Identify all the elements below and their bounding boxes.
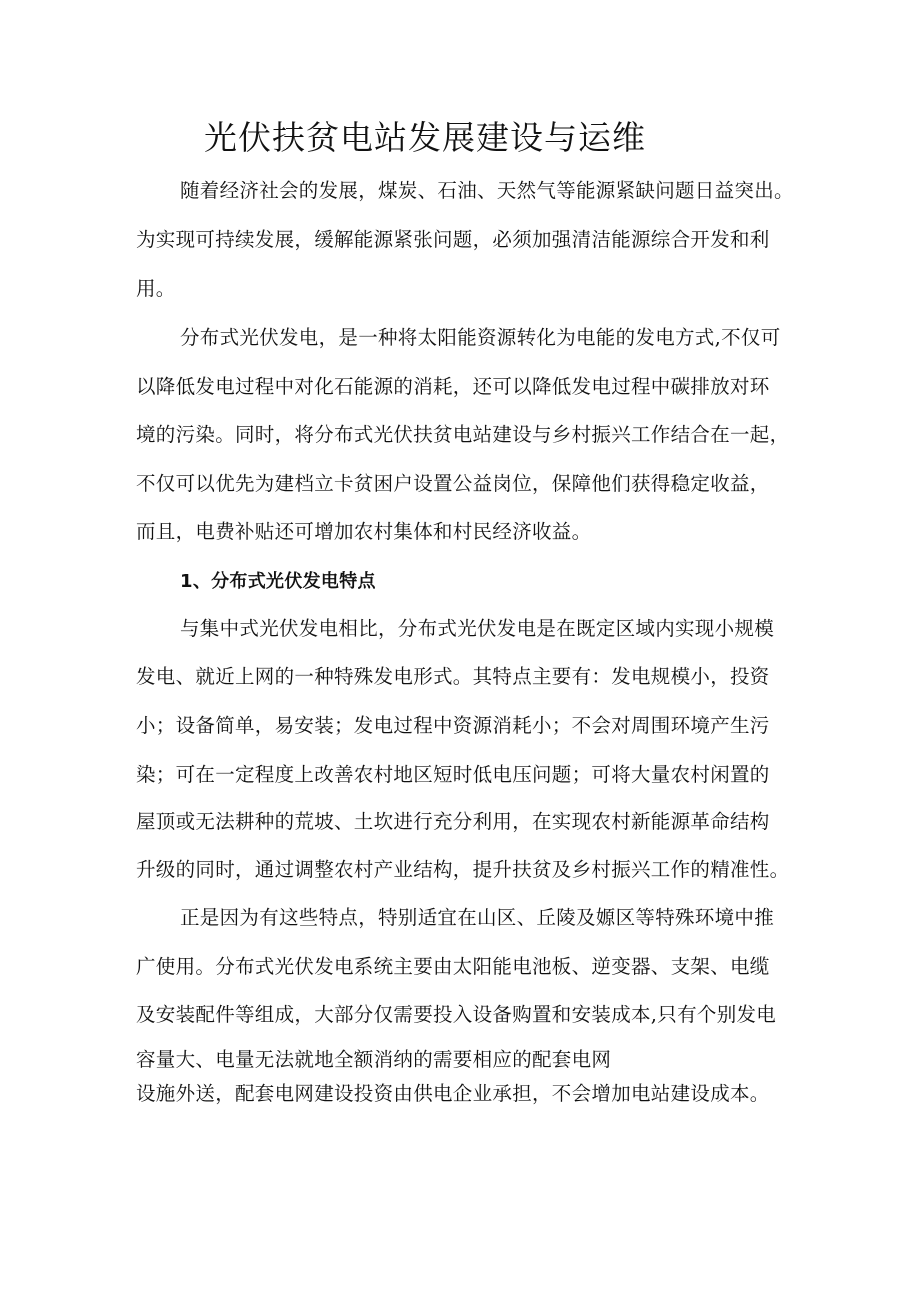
paragraph-3-line-6: 升级的同时，通过调整农村产业结构，提升扶贫及乡村振兴工作的精准性。 — [136, 858, 790, 881]
paragraph-2-line-5: 而且，电费补贴还可增加农村集体和村民经济收益。 — [136, 520, 592, 543]
paragraph-2-line-1: 分布式光伏发电，是一种将太阳能资源转化为电能的发电方式,不仅可 — [180, 326, 781, 349]
paragraph-3-line-3: 小；设备简单，易安装；发电过程中资源消耗小；不会对周围环境产生污 — [136, 714, 770, 737]
paragraph-1-line-1: 随着经济社会的发展，煤炭、石油、天然气等能源紧缺问题日益突出。 — [180, 179, 794, 202]
document-title: 光伏扶贫电站发展建设与运维 — [204, 118, 646, 157]
paragraph-1-line-3: 用。 — [136, 277, 176, 300]
paragraph-4-line-5: 设施外送，配套电网建设投资由供电企业承担，不会增加电站建设成本。 — [136, 1082, 770, 1105]
section-heading: 1、分布式光伏发电特点 — [180, 571, 376, 592]
paragraph-4-line-3: 及安装配件等组成，大部分仅需要投入设备购置和安装成本,只有个别发电 — [136, 1003, 777, 1026]
paragraph-2-line-2: 以降低发电过程中对化石能源的消耗，还可以降低发电过程中碳排放对环 — [136, 375, 770, 398]
paragraph-3-line-4: 染；可在一定程度上改善农村地区短时低电压问题；可将大量农村闲置的 — [136, 763, 770, 786]
paragraph-3-line-2: 发电、就近上网的一种特殊发电形式。其特点主要有：发电规模小，投资 — [136, 665, 770, 688]
paragraph-4-line-4: 容量大、电量无法就地全额消纳的需要相应的配套电网 — [136, 1048, 612, 1071]
paragraph-4-line-1: 正是因为有这些特点，特别适宜在山区、丘陵及嫄区等特殊环境中推 — [180, 906, 775, 929]
paragraph-3-line-1: 与集中式光伏发电相比，分布式光伏发电是在既定区域内实现小规模 — [180, 617, 775, 640]
paragraph-2-line-4: 不仅可以优先为建档立卡贫困户设置公益岗位，保障他们获得稳定收益， — [136, 472, 770, 495]
paragraph-4-line-2: 广使用。分布式光伏发电系统主要由太阳能电池板、逆变器、支架、电缆 — [136, 955, 770, 978]
paragraph-2-line-3: 境的污染。同时，将分布式光伏扶贫电站建设与乡村振兴工作结合在一起， — [136, 423, 790, 446]
paragraph-1-line-2: 为实现可持续发展，缓解能源紧张问题，必须加强清洁能源综合开发和利 — [136, 228, 770, 251]
paragraph-3-line-5: 屋顶或无法耕种的荒坡、土坎进行充分利用，在实现农村新能源革命结构 — [136, 810, 770, 833]
